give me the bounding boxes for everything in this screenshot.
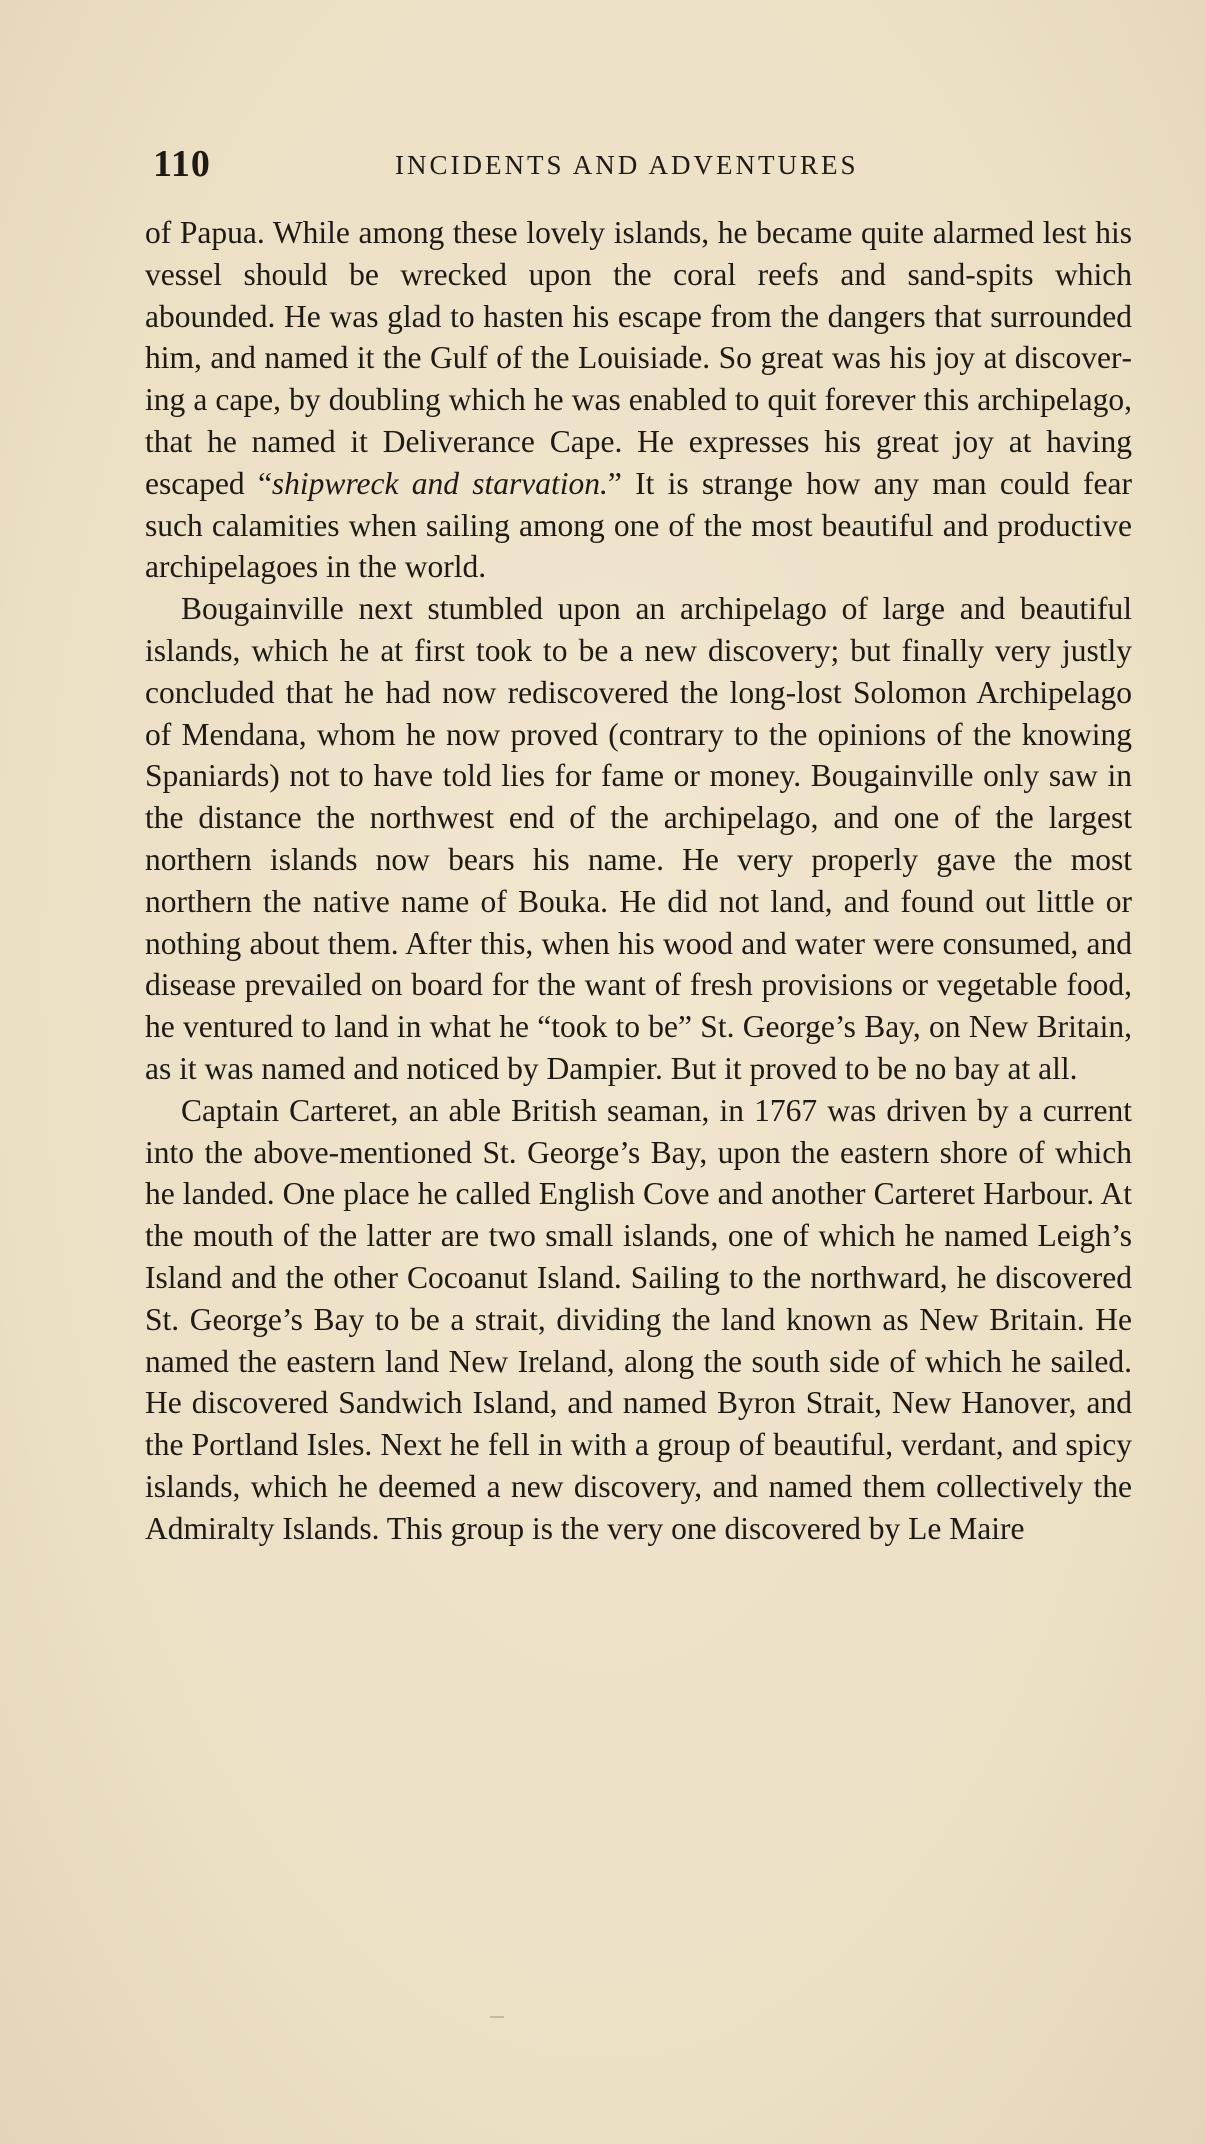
running-title: INCIDENTS AND ADVENTURES — [395, 150, 859, 180]
emphasis: shipwreck and starvation. — [271, 465, 608, 501]
paragraph-3: Captain Carteret, an able British seaman, in 1767 was driven by a current into the above-mentioned St. George’s Bay, upon the eastern shore of which he landed. One place he called English Cove and another Carteret Harbour. At the mouth of the latter are two small islands, one of which he named Leigh’s Island and the other Cocoanut Island. Sailing to the northward, he discovered St. George’s Bay to be a strait, dividing the land known as New Britain. He named the eastern land New Ireland, along the south side of which he sailed. He discovered Sandwich Island, and named Byron Strait, New Hanover, and the Portland Isles. Next he fell in with a group of beautiful, verdant, and spicy islands, which he deemed a new discovery, and named them collectively the Admiralty Islands. This group is the very one discovered by Le Maire — [145, 1092, 1132, 1546]
paragraph-1-text: of Papua. While among these lovely islands, he became quite alarmed lest his vessel should be wrecked upon the coral reefs and sand-spits which abounded. He was glad to hasten his escape from the dangers that surrounded him, and named it the Gulf of the Louisiade. So great was his joy at discovering a cape, by doubling which he was enabled to quit forever this archipelago, that he named it Deliverance Cape. He expresses his great joy at having escaped “ — [145, 215, 1132, 501]
body-text — [145, 212, 1132, 1550]
paragraph-1-text-end: ” It is strange how any man could fear such calamities when sailing among one of the most beautiful and productive archipelagoes in the world. — [145, 465, 1132, 585]
page-number: 110 — [153, 143, 211, 185]
paragraph-2: Bougainville next stumbled upon an archipelago of large and beautiful islands, which he at first took to be a new discovery; but finally very justly concluded that he had now rediscovered the long-lost Solomon Archipelago of Mendana, whom he now proved (contrary to the opinions of the knowing Spaniards) not to have told lies for fame or money. Bougainville only saw in the distance the northwest end of the archipelago, and one of the largest northern islands now bears his name. He very properly gave the most northern the native name of Bouka. He did not land, and found out little or nothing about them. After this, when his wood and water were consumed, and disease prevailed on board for the want of fresh provisions or vegetable food, he ventured to land in what he “took to be” St. George’s Bay, on New Britain, as it was named and noticed by Dampier. But it proved to be no bay at all. — [145, 591, 1132, 1086]
paragraph-1 — [145, 212, 1132, 588]
running-head — [153, 142, 1133, 192]
page-mark — [490, 2016, 504, 2018]
